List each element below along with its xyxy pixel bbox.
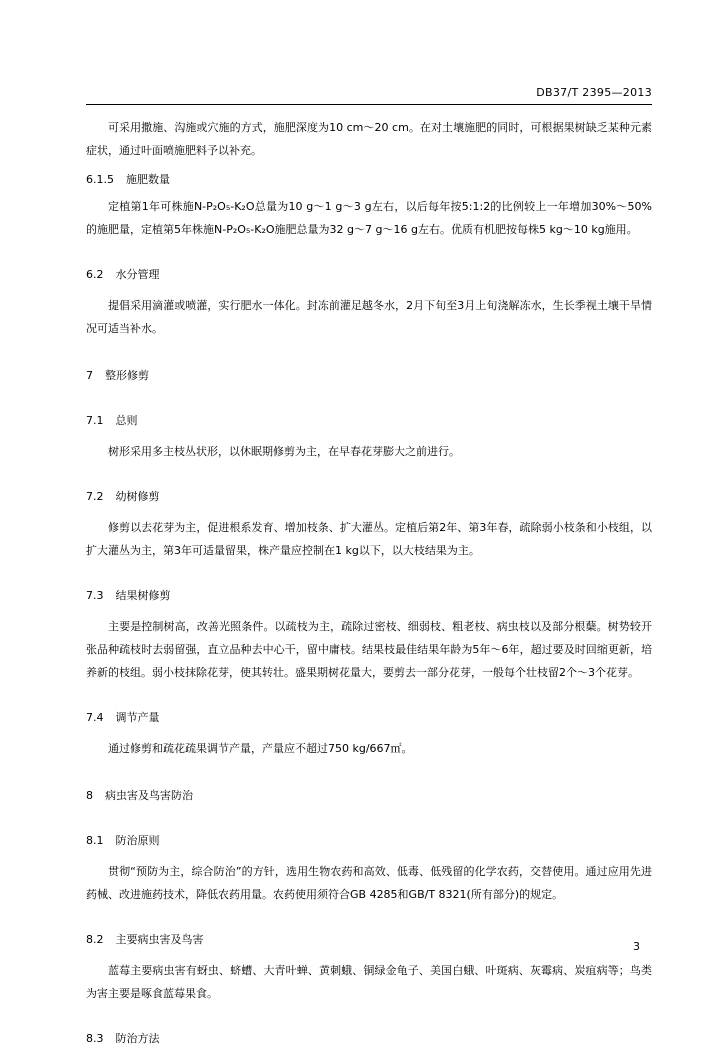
section-title: 调节产量 [115, 711, 160, 724]
section-title: 总则 [115, 414, 138, 427]
chapter-heading [86, 364, 652, 387]
chapter-number: 7 [86, 369, 93, 382]
section-heading [86, 485, 652, 508]
section-number: 7.3 [86, 589, 104, 602]
section-number: 7.4 [86, 711, 104, 724]
document-code: DB37/T 2395—2013 [536, 86, 652, 99]
section-number: 7.2 [86, 490, 104, 503]
section-number: 6.1.5 [86, 173, 114, 186]
section-title: 结果树修剪 [115, 589, 171, 602]
paragraph: 可采用撒施、沟施或穴施的方式，施肥深度为10 cm～20 cm。在对土壤施肥的同时，可根据果树缺乏某种元素症状，通过叶面喷施肥料予以补充。 [86, 121, 652, 157]
section-title: 主要病虫害及鸟害 [115, 933, 204, 946]
section-number: 8.2 [86, 933, 104, 946]
chapter-title: 整形修剪 [105, 369, 149, 382]
section-heading [86, 584, 652, 607]
section-number: 6.2 [86, 268, 104, 281]
section-heading [86, 706, 652, 729]
page-number: 3 [633, 940, 640, 953]
section-number: 8.1 [86, 834, 104, 847]
header-rule [86, 104, 652, 105]
paragraph: 树形采用多主枝丛状形，以休眠期修剪为主，在早春花芽膨大之前进行。 [108, 445, 460, 458]
section-heading [86, 928, 652, 951]
section-title: 施肥数量 [126, 173, 170, 186]
section-number: 7.1 [86, 414, 104, 427]
paragraph: 蓝莓主要病虫害有蚜虫、蛴螬、大青叶蝉、黄刺蛾、铜绿金龟子、美国白蛾、叶斑病、灰霉病、炭疽病等；鸟类为害主要是啄食蓝莓果食。 [86, 964, 652, 1000]
chapter-title: 病虫害及鸟害防治 [105, 789, 193, 802]
section-number: 8.3 [86, 1032, 104, 1045]
section-heading [86, 263, 652, 286]
page-body [86, 116, 652, 1058]
section-heading [86, 829, 652, 852]
paragraph: 通过修剪和疏花疏果调节产量，产量应不超过750 kg/667㎡。 [108, 742, 413, 755]
paragraph: 贯彻“预防为主，综合防治”的方针，选用生物农药和高效、低毒、低残留的化学农药，交替使用。通过应用先进药械、改进施药技术，降低农药用量。农药使用须符合GB 4285和GB/T 8321(所有部分)的规定。 [86, 865, 652, 901]
paragraph: 定植第1年可株施N-P₂O₅-K₂O总量为10 g～1 g～3 g左右，以后每年按5:1:2的比例较上一年增加30%～50%的施肥量，定植第5年株施N-P₂O₅-K₂O施肥总量为32 g～7 g～16 g左右。优质有机肥按每株5 kg～10 kg施用。 [86, 200, 652, 236]
section-heading [86, 409, 652, 432]
chapter-number: 8 [86, 789, 93, 802]
section-heading [86, 168, 652, 191]
paragraph: 主要是控制树高，改善光照条件。以疏枝为主，疏除过密枝、细弱枝、粗老枝、病虫枝以及部分根蘖。树势较开张品种疏枝时去弱留强，直立品种去中心干，留中庸枝。结果枝最佳结果年龄为5年～6年，超过要及时回缩更新，培养新的枝组。弱小枝抹除花芽，使其转壮。盛果期树花量大，要剪去一部分花芽，一般每个壮枝留2个～3个花芽。 [86, 620, 652, 679]
section-title: 幼树修剪 [115, 490, 160, 503]
paragraph: 修剪以去花芽为主，促进根系发育、增加枝条、扩大灌丛。定植后第2年、第3年春，疏除弱小枝条和小枝组，以扩大灌丛为主，第3年可适量留果，株产量应控制在1 kg以下，以大枝结果为主。 [86, 521, 652, 557]
section-title: 防治原则 [115, 834, 160, 847]
paragraph: 提倡采用滴灌或喷灌，实行肥水一体化。封冻前灌足越冬水，2月下旬至3月上旬浇解冻水，生长季视土壤干旱情况可适当补水。 [86, 299, 652, 335]
section-title: 防治方法 [115, 1032, 160, 1045]
chapter-heading [86, 784, 652, 807]
section-heading [86, 1027, 652, 1050]
section-title: 水分管理 [115, 268, 160, 281]
